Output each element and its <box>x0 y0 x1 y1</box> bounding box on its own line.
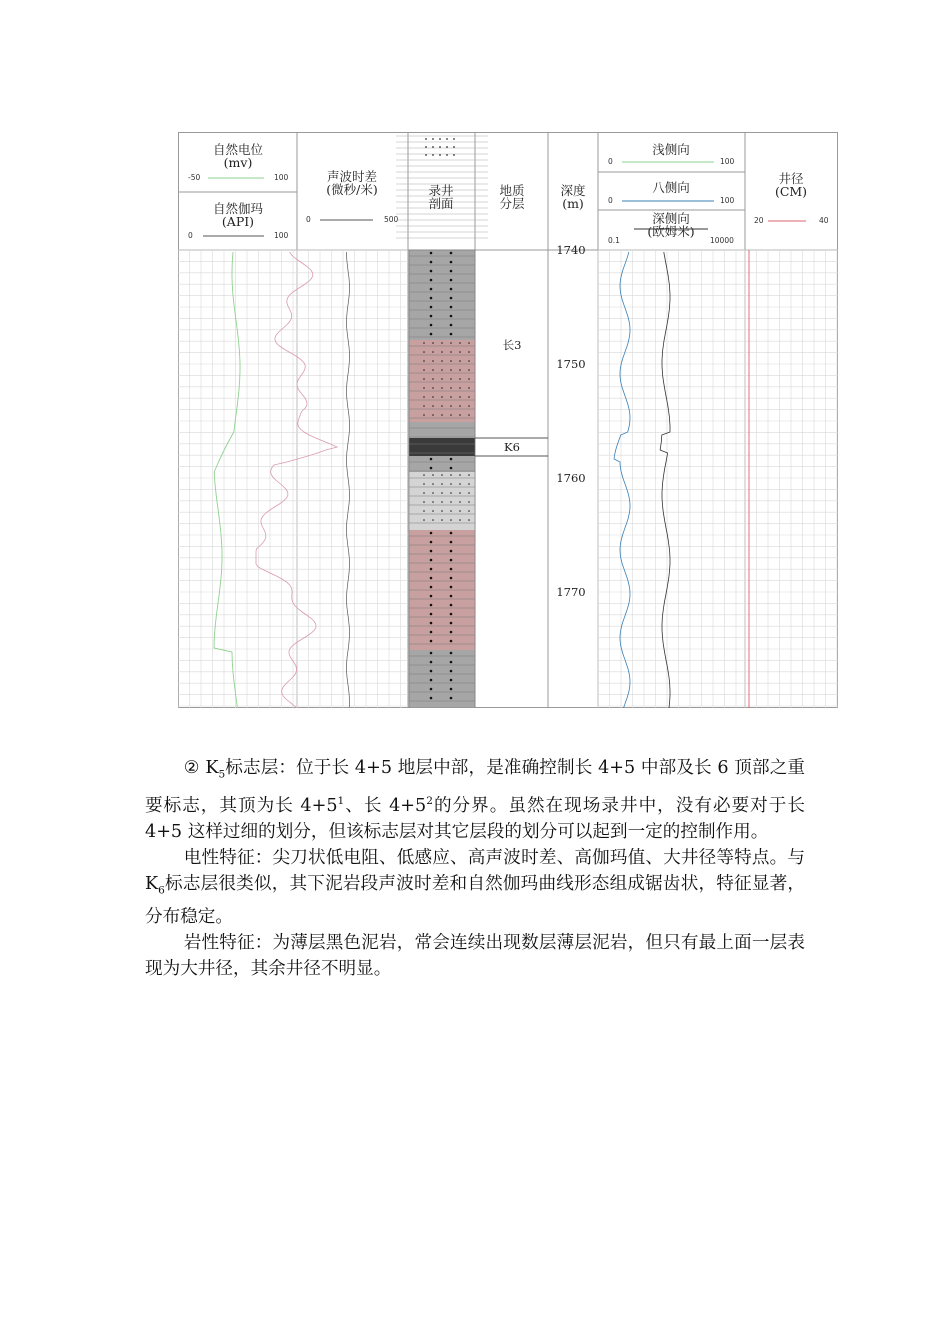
layer-k6: K6 <box>504 440 520 454</box>
ac-unit: (微秒/米) <box>326 182 378 197</box>
lld8-max: 100 <box>720 196 735 205</box>
lls-max: 100 <box>720 157 735 166</box>
gr-max: 100 <box>274 231 289 240</box>
geo-title-2: 分层 <box>499 196 525 211</box>
lld-max: 10000 <box>710 236 734 245</box>
ac-title: 声波时差 <box>326 169 378 184</box>
well-log-figure <box>178 132 838 708</box>
lith-title-1: 录井 <box>428 183 454 198</box>
cal-unit: (CM) <box>774 184 808 199</box>
lls-title: 浅侧向 <box>652 142 690 157</box>
lld-unit: (欧姆米) <box>647 224 695 239</box>
ac-max: 500 <box>384 215 399 224</box>
depth-unit: (m) <box>562 196 584 211</box>
depth-tick-1750: 1750 <box>556 357 586 371</box>
lld8-min: 0 <box>608 196 613 205</box>
body-text <box>145 755 805 983</box>
paragraph-electrical-features: 电性特征：尖刀状低电阻、低感应、高声波时差、高伽玛值、大井径等特点。与 $K_6$标志层很类似，其下泥岩段声波时差和自然伽玛曲线形态组成锯齿状，特征显著，分布稳定。 <box>145 847 805 927</box>
sp-title: 自然电位 <box>212 142 264 157</box>
lls-min: 0 <box>608 157 613 166</box>
cal-max: 40 <box>819 216 829 225</box>
gr-min: 0 <box>188 231 193 240</box>
gr-unit: (API) <box>221 214 255 229</box>
sp-min: -50 <box>188 173 201 182</box>
figure-frame <box>179 133 838 708</box>
cal-min: 20 <box>754 216 764 225</box>
depth-title: 深度 <box>560 183 586 198</box>
paragraph-lithology-features: 岩性特征：为薄层黑色泥岩，常会连续出现数层薄层泥岩，但只有最上面一层表现为大井径，其余井径不明显。 <box>145 933 805 980</box>
depth-tick-1740: 1740 <box>556 243 586 257</box>
paragraph-k5-marker: ② $K_5$标志层：位于长 4+5 地层中部，是准确控制长 4+5 中部及长 6 顶部之重要标志，其顶为长 $4+5^1$、长 $4+5^2$的分界。虽然在现场录井中，没有必要对于长 4+5 这样过细的划分，但该标志层对其它层段的划分可以起到一定的控制作用。 <box>145 758 806 842</box>
well-log-chart <box>178 132 838 708</box>
gr-title: 自然伽玛 <box>212 201 264 216</box>
depth-tick-1760: 1760 <box>556 471 586 485</box>
sp-unit: (mv) <box>223 155 253 170</box>
ac-min: 0 <box>306 215 311 224</box>
lithology-column <box>409 250 475 708</box>
lld8-title: 八侧向 <box>652 180 690 195</box>
cal-title: 井径 <box>778 171 804 186</box>
layer-chang3: 长3 <box>502 338 522 352</box>
geo-title-1: 地质 <box>499 183 525 198</box>
lld-min: 0.1 <box>608 236 620 245</box>
lith-title-2: 剖面 <box>428 196 454 211</box>
lld-title: 深侧向 <box>652 211 690 226</box>
depth-tick-1770: 1770 <box>556 585 586 599</box>
sp-max: 100 <box>274 173 289 182</box>
